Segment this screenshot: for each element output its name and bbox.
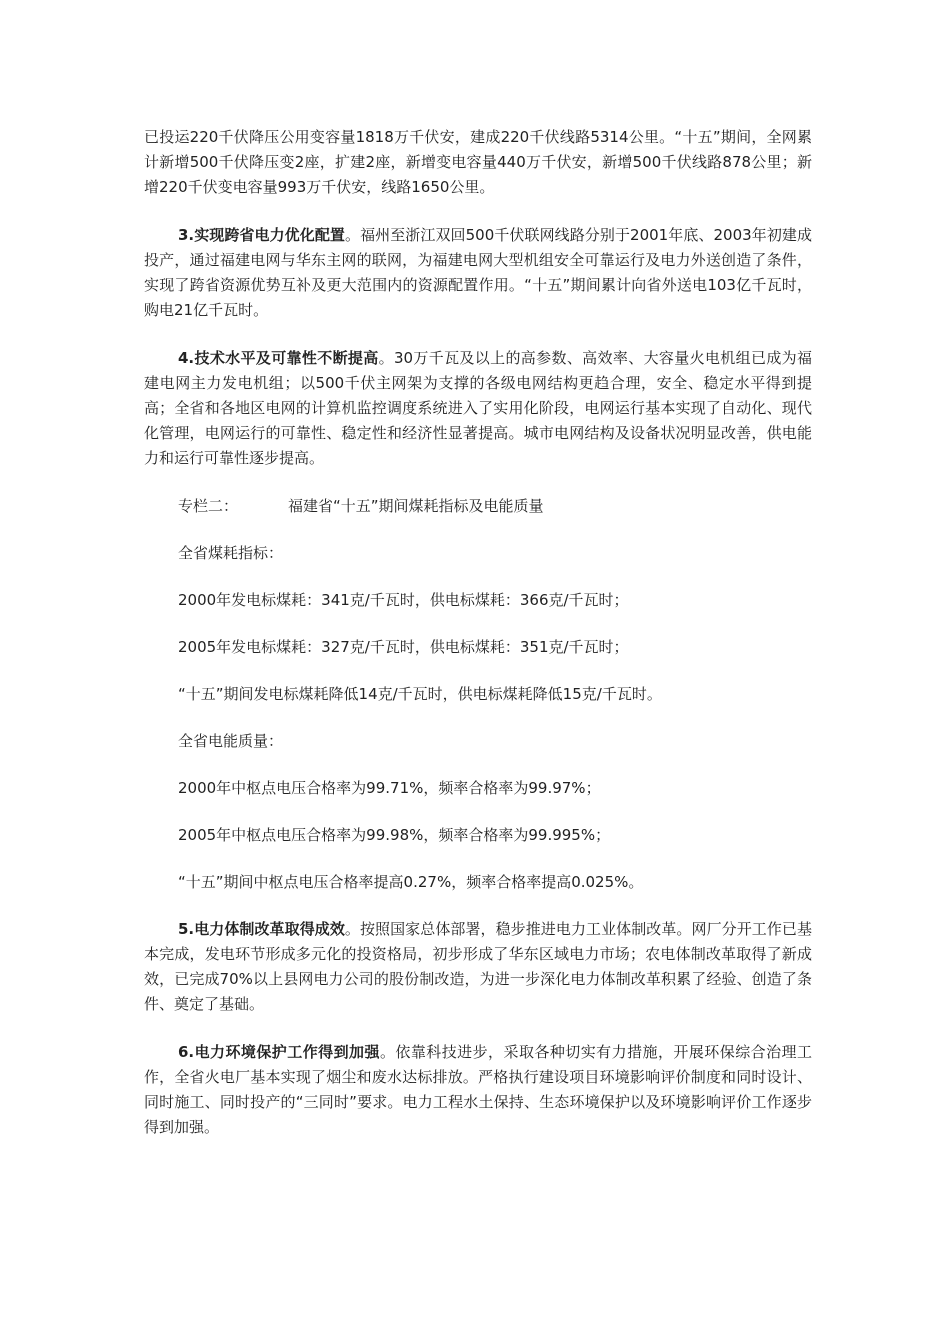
section-4-heading: 4.技术水平及可靠性不断提高: [178, 349, 379, 367]
quality-heading: 全省电能质量：: [178, 732, 284, 750]
section-4-paragraph: [144, 346, 812, 471]
coal-heading: 全省煤耗指标：: [178, 544, 284, 562]
section-5-body: 。按照国家总体部署，稳步推进电力工业体制改革。网厂分开工作已基本完成，发电环节形成多元化的投资格局，初步形成了华东区域电力市场；农电体制改革取得了新成效，已完成70%以上县网电力公司的股份制改造，为进一步深化电力体制改革积累了经验、创造了条件、奠定了基础。: [144, 920, 812, 1013]
section-3-paragraph: [144, 223, 812, 323]
coal-line-summary: “十五”期间发电标煤耗降低14克/千瓦时，供电标煤耗降低15克/千瓦时。: [178, 685, 662, 703]
section-5-paragraph: [144, 917, 812, 1017]
section-6-paragraph: [144, 1040, 812, 1140]
quality-line-2000: 2000年中枢点电压合格率为99.71%，频率合格率为99.97%；: [178, 779, 601, 797]
column-box-label: 专栏二：: [178, 497, 239, 515]
section-3-heading: 3.实现跨省电力优化配置: [178, 226, 345, 244]
column-box-title-text: 福建省“十五”期间煤耗指标及电能质量: [288, 497, 544, 515]
coal-line-2000: 2000年发电标煤耗：341克/千瓦时，供电标煤耗：366克/千瓦时；: [178, 591, 629, 609]
coal-line-2005: 2005年发电标煤耗：327克/千瓦时，供电标煤耗：351克/千瓦时；: [178, 638, 629, 656]
intro-paragraph: 已投运220千伏降压公用变容量1818万千伏安，建成220千伏线路5314公里。“十五”期间，全网累计新增500千伏降压变2座，扩建2座，新增变电容量440万千伏安，新增500千伏线路878公里；新增220千伏变电容量993万千伏安，线路1650公里。: [144, 128, 812, 196]
quality-line-summary: “十五”期间中枢点电压合格率提高0.27%，频率合格率提高0.025%。: [178, 873, 644, 891]
section-6-heading: 6.电力环境保护工作得到加强: [178, 1043, 380, 1061]
document-page: [144, 125, 812, 1163]
column-box-title: [178, 494, 812, 519]
section-5-heading: 5.电力体制改革取得成效: [178, 920, 345, 938]
section-3-body: 。福州至浙江双回500千伏联网线路分别于2001年底、2003年初建成投产，通过福建电网与华东主网的联网，为福建电网大型机组安全可靠运行及电力外送创造了条件，实现了跨省资源优势互补及更大范围内的资源配置作用。“十五”期间累计向省外送电103亿千瓦时，购电21亿千瓦时。: [144, 226, 813, 319]
section-6-body: 。依靠科技进步，采取各种切实有力措施，开展环保综合治理工作，全省火电厂基本实现了烟尘和废水达标排放。严格执行建设项目环境影响评价制度和同时设计、同时施工、同时投产的“三同时”要求。电力工程水土保持、生态环境保护以及环境影响评价工作逐步得到加强。: [144, 1043, 812, 1136]
section-4-body: 。30万千瓦及以上的高参数、高效率、大容量火电机组已成为福建电网主力发电机组；以500千伏主网架为支撑的各级电网结构更趋合理，安全、稳定水平得到提高；全省和各地区电网的计算机监控调度系统进入了实用化阶段，电网运行基本实现了自动化、现代化管理，电网运行的可靠性、稳定性和经济性显著提高。城市电网结构及设备状况明显改善，供电能力和运行可靠性逐步提高。: [144, 349, 813, 467]
quality-line-2005: 2005年中枢点电压合格率为99.98%，频率合格率为99.995%；: [178, 826, 611, 844]
